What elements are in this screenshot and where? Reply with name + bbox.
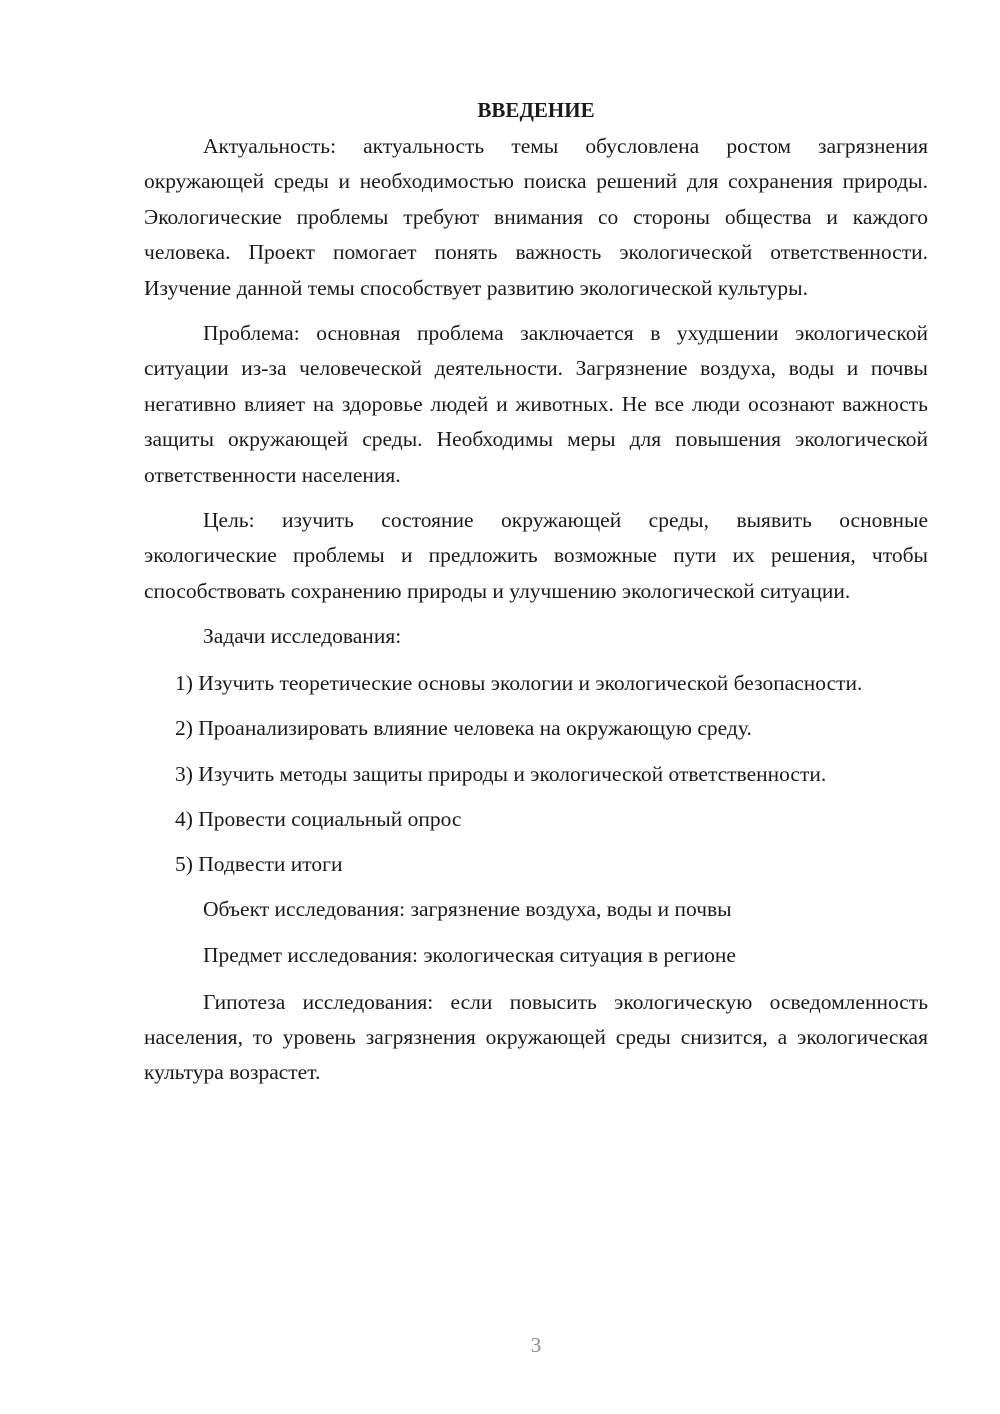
research-object: Объект исследования: загрязнение воздуха, воды и почвы: [203, 896, 732, 921]
goal-paragraph: Цель: изучить состояние окружающей среды, выявить основные экологические проблемы и предложить возможные пути их решения, чтобы способствовать сохранению природы и улучшению экологической ситуации.: [144, 508, 928, 603]
task-item-2: 2) Проанализировать влияние человека на окружающую среду.: [175, 715, 752, 740]
page-content: [144, 95, 928, 1091]
problem-paragraph: Проблема: основная проблема заключается в ухудшении экологической ситуации из-за человеческой деятельности. Загрязнение воздуха, воды и почвы негативно влияет на здоровье людей и животных. Не все люди осознают важность защиты окружающей среды. Необходимы меры для повышения экологической ответственности населения.: [144, 321, 928, 487]
page-number: 3: [530, 1333, 542, 1357]
task-item-1: 1) Изучить теоретические основы экологии и экологической безопасности.: [175, 670, 863, 695]
tasks-heading: Задачи исследования:: [203, 624, 402, 649]
task-item-3: 3) Изучить методы защиты природы и экологической ответственности.: [175, 761, 827, 786]
research-subject: Предмет исследования: экологическая ситуация в регионе: [203, 943, 736, 968]
relevance-paragraph: Актуальность: актуальность темы обусловлена ростом загрязнения окружающей среды и необходимостью поиска решений для сохранения природы. Экологические проблемы требуют внимания со стороны общества и каждого человека. Проект помогает понять важность экологической ответственности. Изучение данной темы способствует развитию экологической культуры.: [144, 134, 928, 300]
task-item-4: 4) Провести социальный опрос: [175, 806, 462, 831]
research-hypothesis: Гипотеза исследования: если повысить экологическую осведомленность населения, то уровень загрязнения окружающей среды снизится, а экологическая культура возрастет.: [144, 989, 928, 1085]
task-item-5: 5) Подвести итоги: [175, 851, 343, 876]
page-title: ВВЕДЕНИЕ: [477, 98, 595, 122]
